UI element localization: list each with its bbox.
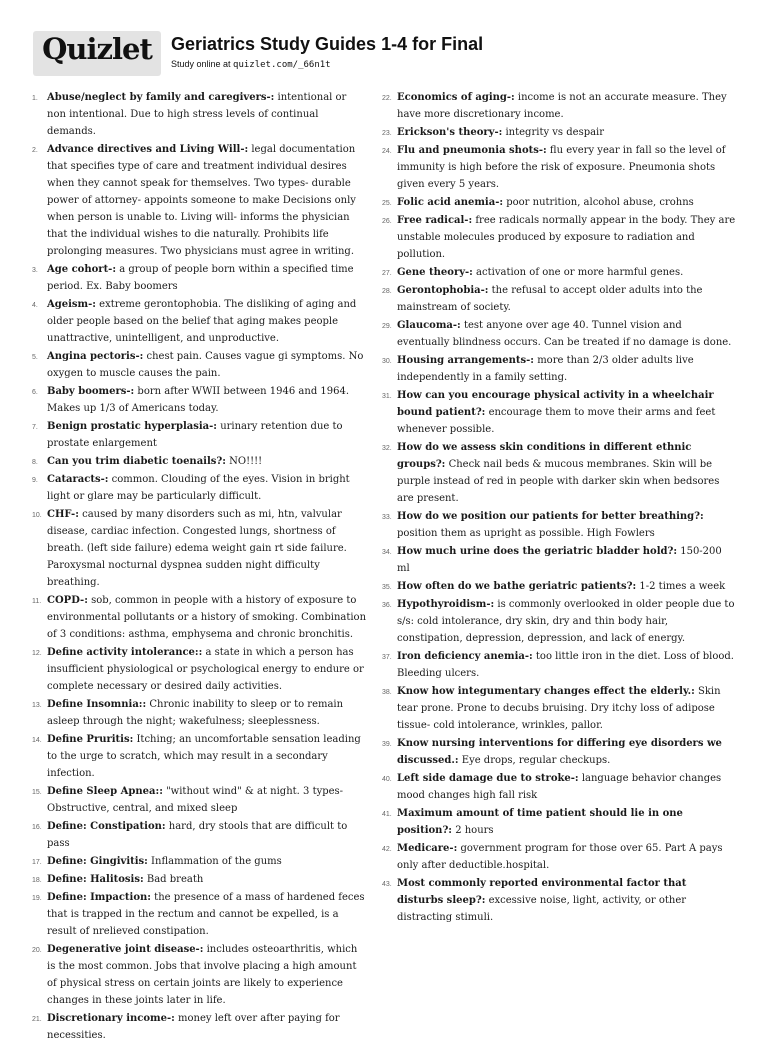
term-item (32, 296, 368, 347)
term-definition: position them as upright as possible. High Fowlers (397, 528, 655, 539)
term-number: 33. (382, 514, 392, 521)
term-word: COPD-: (47, 595, 88, 606)
header (33, 31, 748, 79)
term-number: 42. (382, 846, 392, 853)
term-item (382, 770, 736, 804)
term-word: Define Insomnia:: (47, 699, 147, 710)
term-definition: is commonly overlooked in older people due to s/s: cold intolerance, dry skin, dry and thin body hair, constipation, depression, depression, and lack of energy. (397, 599, 735, 644)
term-number: 15. (32, 789, 42, 796)
term-number: 37. (382, 654, 392, 661)
term-definition: language behavior changes mood changes high fall risk (397, 773, 722, 801)
term-definition: chest pain. Causes vague gi symptoms. No oxygen to muscle causes the pain. (47, 351, 364, 379)
term-item (382, 194, 736, 211)
term-number: 41. (382, 811, 392, 818)
term-word: Advance directives and Living Will-: (47, 144, 249, 155)
term-word: Gerontophobia-: (397, 285, 489, 296)
term-definition: encourage them to move their arms and feet whenever possible. (397, 407, 716, 435)
term-definition: the presence of a mass of hardened feces that is trapped in the rectum and cannot be expelled, is a result of nrelieved constipation. (47, 892, 365, 937)
term-word: Glaucoma-: (397, 320, 461, 331)
term-word: Define: Impaction: (47, 892, 151, 903)
term-number: 25. (382, 200, 392, 207)
term-word: Folic acid anemia-: (397, 197, 504, 208)
term-number: 43. (382, 881, 392, 888)
term-number: 23. (382, 130, 392, 137)
term-definition: integrity vs despair (505, 127, 605, 138)
term-word: Degenerative joint disease-: (47, 944, 204, 955)
term-item (382, 648, 736, 682)
term-definition: money left over after paying for necessities. (47, 1013, 340, 1041)
term-number: 5. (32, 354, 38, 361)
term-definition: Inflammation of the gums (151, 856, 282, 867)
term-definition: free radicals normally appear in the body. They are unstable molecules produced by exposure to radiation and pollution. (397, 215, 736, 260)
term-item (32, 818, 368, 852)
page-subtitle (171, 59, 331, 70)
term-word: Define: Halitosis: (47, 874, 144, 885)
term-definition: too little iron in the diet. Loss of blood. Bleeding ulcers. (397, 651, 734, 679)
term-number: 26. (382, 218, 392, 225)
term-definition: caused by many disorders such as mi, htn, valvular disease, cardiac infection. Congested lungs, shortness of breath. (left side failure) edema weight gain rt side failure. Paroxysmal nocturnal dyspnea sudden night difficulty breathing. (47, 509, 347, 588)
term-word: Know how integumentary changes effect the elderly.: (397, 686, 695, 697)
term-item (382, 264, 736, 281)
term-word: CHF-: (47, 509, 79, 520)
term-number: 16. (32, 824, 42, 831)
term-number: 20. (32, 947, 42, 954)
term-definition: a group of people born within a specified time period. Ex. Baby boomers (47, 264, 354, 292)
term-word: How do we assess skin conditions in different ethnic groups?: (397, 442, 692, 470)
term-word: Can you trim diabetic toenails?: (47, 456, 226, 467)
term-number: 29. (382, 323, 392, 330)
left-column (32, 89, 368, 1045)
term-item (382, 89, 736, 123)
term-word: Ageism-: (47, 299, 96, 310)
term-number: 9. (32, 477, 38, 484)
term-item (32, 383, 368, 417)
term-word: Flu and pneumonia shots-: (397, 145, 547, 156)
term-number: 4. (32, 302, 38, 309)
term-item (32, 348, 368, 382)
term-number: 3. (32, 267, 38, 274)
term-word: Define activity intolerance:: (47, 647, 203, 658)
term-word: Hypothyroidism-: (397, 599, 495, 610)
term-number: 27. (382, 270, 392, 277)
term-word: Iron deficiency anemia-: (397, 651, 533, 662)
term-definition: extreme gerontophobia. The disliking of aging and older people based on the belief that aging makes people unattractive, unintelligent, and unproductive. (47, 299, 357, 344)
term-definition: Check nail beds & mucous membranes. Skin will be purple instead of red in people with darker skin when bedsores are present. (397, 459, 720, 504)
term-number: 19. (32, 895, 42, 902)
term-definition: 2 hours (455, 825, 494, 836)
term-word: Economics of aging-: (397, 92, 515, 103)
term-item (382, 124, 736, 141)
term-number: 12. (32, 650, 42, 657)
term-word: Left side damage due to stroke-: (397, 773, 579, 784)
term-definition: sob, common in people with a history of exposure to environmental pollutants or a history of smoking. Combination of 3 conditions: asthma, emphysema and chronic bronchitis. (47, 595, 367, 640)
term-word: Discretionary income-: (47, 1013, 175, 1024)
term-item (382, 508, 736, 542)
term-definition: the refusal to accept older adults into the mainstream of society. (397, 285, 703, 313)
term-definition: 1-2 times a week (639, 581, 726, 592)
term-item (382, 212, 736, 263)
term-number: 38. (382, 689, 392, 696)
term-item (382, 596, 736, 647)
term-number: 18. (32, 877, 42, 884)
quizlet-logo (33, 31, 161, 76)
term-item (382, 282, 736, 316)
term-word: How often do we bathe geriatric patients?: (397, 581, 637, 592)
term-number: 32. (382, 445, 392, 452)
term-definition: Skin tear prone. Prone to decubs bruising. Dry itchy loss of adipose tissue- cold intolerance, wrinkles, pallor. (397, 686, 721, 731)
page-title: Geriatrics Study Guides 1-4 for Final (171, 34, 484, 54)
term-item (32, 644, 368, 695)
term-definition: 150-200 ml (397, 546, 722, 574)
term-word: Define Sleep Apnea:: (47, 786, 163, 797)
term-definition: activation of one or more harmful genes. (476, 267, 684, 278)
term-number: 1. (32, 95, 38, 102)
term-item (32, 889, 368, 940)
term-item (32, 592, 368, 643)
term-item (32, 141, 368, 260)
term-definition: legal documentation that specifies type of care and treatment individual desires when they cannot speak for themselves. Two types- durable power of attorney- appoints someone to make Decisions only when person is unable to. Living will- informs the physician that the individual wishes to die naturally. Prohibits life prolonging measures. Two physicians must agree in writing. (47, 144, 356, 257)
term-definition: Eye drops, regular checkups. (461, 755, 611, 766)
term-word: Age cohort-: (47, 264, 117, 275)
term-word: How do we position our patients for better breathing?: (397, 511, 704, 522)
term-item (382, 439, 736, 507)
term-definition: Itching; an uncomfortable sensation leading to the urge to scratch, which may result in a secondary infection. (47, 734, 361, 779)
term-item (382, 735, 736, 769)
term-word: Baby boomers-: (47, 386, 135, 397)
term-item (32, 871, 368, 888)
term-item (32, 1010, 368, 1044)
term-definition: income is not an accurate measure. They have more discretionary income. (397, 92, 727, 120)
term-item (382, 352, 736, 386)
term-definition: excessive noise, light, activity, or other distracting stimuli. (397, 895, 687, 923)
term-definition: Bad breath (146, 874, 204, 885)
term-definition: Chronic inability to sleep or to remain asleep through the night; wakefulness; sleeplessness. (47, 699, 344, 727)
term-definition: urinary retention due to prostate enlargement (47, 421, 343, 449)
term-number: 22. (382, 95, 392, 102)
term-number: 31. (382, 393, 392, 400)
term-word: How can you encourage physical activity in a wheelchair bound patient?: (397, 390, 714, 418)
term-word: Cataracts-: (47, 474, 109, 485)
term-definition: born after WWII between 1946 and 1964. Makes up 1/3 of Americans today. (47, 386, 350, 414)
term-item (32, 696, 368, 730)
term-item (382, 142, 736, 193)
term-word: Medicare-: (397, 843, 458, 854)
term-word: How much urine does the geriatric bladder hold?: (397, 546, 678, 557)
right-column (382, 89, 736, 927)
term-item (32, 941, 368, 1009)
term-item (382, 578, 736, 595)
term-definition: government program for those over 65. Part A pays only after deductible.hospital. (397, 843, 723, 871)
term-definition: hard, dry stools that are difficult to pass (47, 821, 348, 849)
term-number: 24. (382, 148, 392, 155)
term-definition: intentional or non intentional. Due to high stress levels of continual demands. (47, 92, 347, 137)
term-definition: more than 2/3 older adults live independently in a family setting. (397, 355, 694, 383)
term-number: 36. (382, 602, 392, 609)
term-word: Define Pruritis: (47, 734, 134, 745)
term-item (32, 506, 368, 591)
term-definition: poor nutrition, alcohol abuse, crohns (506, 197, 694, 208)
logo-text: Quizlet (42, 32, 152, 66)
term-number: 17. (32, 859, 42, 866)
term-number: 14. (32, 737, 42, 744)
term-number: 39. (382, 741, 392, 748)
term-word: Gene theory-: (397, 267, 473, 278)
term-number: 10. (32, 512, 42, 519)
term-word: Angina pectoris-: (47, 351, 144, 362)
term-item (32, 261, 368, 295)
term-number: 2. (32, 147, 38, 154)
term-number: 30. (382, 358, 392, 365)
term-number: 35. (382, 584, 392, 591)
term-number: 11. (32, 598, 42, 605)
term-definition: flu every year in fall so the level of immunity is high before the risk of exposure. Pneumonia shots given every 5 years. (397, 145, 726, 190)
term-item (382, 805, 736, 839)
term-word: Erickson's theory-: (397, 127, 503, 138)
term-number: 21. (32, 1016, 42, 1023)
term-item (382, 387, 736, 438)
term-item (32, 853, 368, 870)
term-word: Most commonly reported environmental factor that disturbs sleep?: (397, 878, 687, 906)
term-number: 40. (382, 776, 392, 783)
term-word: Free radical-: (397, 215, 473, 226)
term-number: 28. (382, 288, 392, 295)
term-item (32, 471, 368, 505)
term-item (32, 89, 368, 140)
term-word: Define: Constipation: (47, 821, 166, 832)
term-definition: test anyone over age 40. Tunnel vision and eventually blindness occurs. Can be treated if no damage is done. (397, 320, 732, 348)
term-item (32, 731, 368, 782)
term-number: 8. (32, 459, 38, 466)
study-url-link[interactable]: quizlet.com/_66n1t (233, 60, 331, 70)
term-item (382, 840, 736, 874)
term-item (382, 875, 736, 926)
term-word: Define: Gingivitis: (47, 856, 148, 867)
term-word: Know nursing interventions for differing eye disorders we discussed.: (397, 738, 722, 766)
term-number: 7. (32, 424, 38, 431)
term-item (32, 783, 368, 817)
term-item (382, 683, 736, 734)
term-definition: a state in which a person has insufficient physiological or psychological energy to endure or complete necessary or desired daily activities. (47, 647, 364, 692)
term-definition: includes osteoarthritis, which is the most common. Jobs that involve placing a high amount of physical stress on certain joints are likely to experience changes in these joints later in life. (47, 944, 358, 1006)
term-word: Housing arrangements-: (397, 355, 534, 366)
term-definition: "without wind" & at night. 3 types- Obstructive, central, and mixed sleep (47, 786, 344, 814)
subtitle-prefix: Study online at (171, 59, 234, 69)
term-item (32, 453, 368, 470)
term-word: Benign prostatic hyperplasia-: (47, 421, 217, 432)
term-word: Maximum amount of time patient should lie in one position?: (397, 808, 683, 836)
term-word: Abuse/neglect by family and caregivers-: (47, 92, 275, 103)
term-item (382, 543, 736, 577)
term-item (382, 317, 736, 351)
term-number: 34. (382, 549, 392, 556)
term-number: 6. (32, 389, 38, 396)
term-definition: common. Clouding of the eyes. Vision in bright light or glare may be particularly difficult. (47, 474, 350, 502)
term-number: 13. (32, 702, 42, 709)
term-item (32, 418, 368, 452)
term-definition: NO!!!! (229, 456, 263, 467)
